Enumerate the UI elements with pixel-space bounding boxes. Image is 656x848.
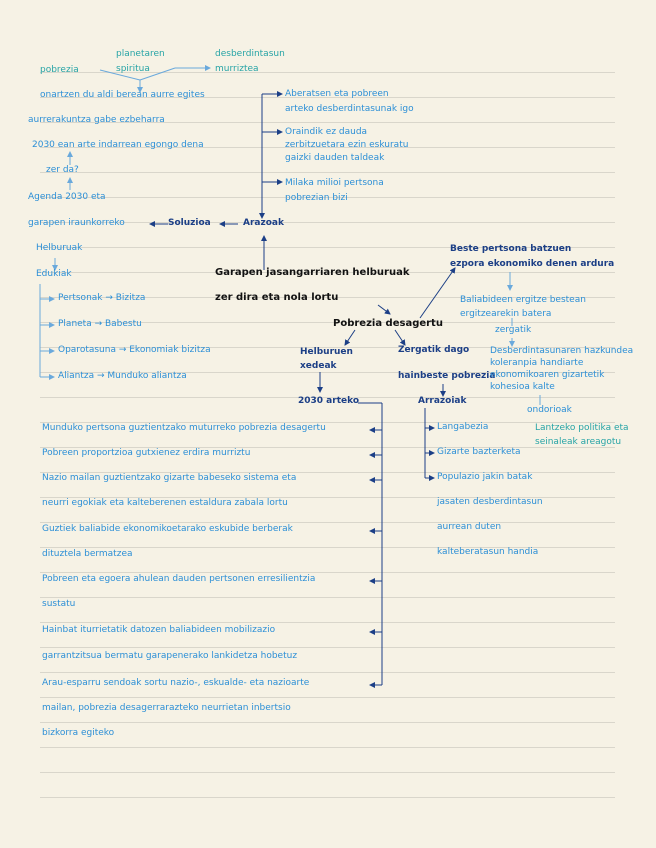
lantzeko-text: Lantzeko politika eta seinaleak areagotu — [535, 423, 629, 447]
aurrerakuntza-text: aurrerakuntza gabe ezbeharra — [28, 115, 165, 125]
xedeak-line: Hainbat iturrietatik datozen baliabideen mobilizazio — [42, 625, 276, 635]
xedeak-line: Arau-esparru sendoak sortu nazio-, eskualde- eta nazioarte — [42, 678, 310, 688]
desberdintasun-label: desberdintasun murriztea — [215, 49, 285, 74]
beste-pertsona-text: Beste pertsona batzuen ezpora ekonomiko denen ardura — [450, 244, 615, 269]
zergatik-dago-label: Zergatik dago — [398, 345, 470, 355]
baliabideen-text: Baliabideen ergitze bestean ergitzearekin batera — [460, 295, 586, 319]
xedeak-line: Nazio mailan guztientzako gizarte babeseko sistema eta — [42, 473, 297, 483]
edukiak-label: Edukiak — [36, 269, 72, 279]
main-subtitle: zer dira eta nola lortu — [215, 292, 339, 303]
xedeak-line: Pobreen eta egoera ahulean dauden pertsonen erresilientzia — [42, 574, 316, 584]
arrazoiak-item: Gizarte bazterketa — [437, 447, 521, 457]
zer-da-text: zer da? — [46, 165, 79, 175]
onartzen-text: onartzen du aldi berean aurre egites — [40, 90, 205, 100]
agenda-2030-note: 2030 ean arte indarrean egongo dena — [32, 140, 204, 150]
arazoak-item: Aberatsen eta pobreen arteko desberdintasunak igo — [285, 89, 414, 114]
hainbeste-pobrezia-label: hainbeste pobrezia — [398, 371, 496, 381]
desberdintasun-text: Desberdintasunaren hazkundea koleranpia handiarte ekonomikoaren gizartetik kohesioa kalte — [490, 346, 634, 392]
xedeak-line: neurri egokiak eta kalteberenen estaldura zabala lortu — [42, 498, 288, 508]
arazoak-label: Arazoak — [243, 218, 284, 228]
ondorioak-text: ondorioak — [527, 405, 572, 415]
xedeak-line: sustatu — [42, 599, 76, 609]
arrazoiak-item: kalteberatasun handia — [437, 547, 539, 557]
helburuak-item: Pertsonak → Bizitza — [58, 293, 146, 303]
xedeak-line: garrantzitsua bermatu garapenerako lankidetza hobetuz — [42, 651, 298, 661]
arazoak-item: Milaka milioi pertsona pobrezian bizi — [285, 178, 384, 203]
arrazoiak-item: aurrean duten — [437, 522, 502, 532]
soluzioa-label: Soluzioa — [168, 218, 211, 228]
xedeak-line: bizkorra egiteko — [42, 728, 115, 738]
helburua-2030-label: 2030 arteko — [298, 396, 360, 406]
agenda-2030-text: Agenda 2030 eta — [28, 192, 106, 202]
helburuen-xedeak-label: Helburuen xedeak — [300, 347, 353, 371]
pobrezia-desagertu-label: Pobrezia desagertu — [333, 318, 443, 329]
planetaren-spiritua-label: planetaren spiritua — [116, 49, 165, 74]
arrazoiak-item: Populazio jakin batak — [437, 472, 533, 482]
helburuak-item: Aliantza → Munduko aliantza — [58, 371, 187, 381]
zergatik-text: zergatik — [495, 325, 532, 335]
garapen-text: garapen iraunkorreko — [28, 218, 125, 228]
xedeak-line: Munduko pertsona guztientzako muturreko pobrezia desagertu — [42, 423, 326, 433]
arazoak-item: Oraindik ez dauda zerbitzuetara ezin eskuratu gaizki dauden taldeak — [285, 127, 409, 163]
helburuak-label: Helburuak — [36, 243, 83, 253]
xedeak-line: dituztela bermatzea — [42, 549, 133, 559]
helburuak-item: Planeta → Babestu — [58, 319, 142, 329]
arrazoiak-item: jasaten desberdintasun — [437, 497, 543, 507]
xedeak-line: mailan, pobrezia desagerrarazteko neurrietan inbertsio — [42, 703, 291, 713]
arrazoiak-label: Arrazoiak — [418, 396, 467, 406]
xedeak-line: Pobreen proportzioa gutxienez erdira murriztu — [42, 448, 251, 458]
main-title: Garapen jasangarriaren helburuak — [215, 267, 410, 278]
xedeak-line: Guztiek baliabide ekonomikoetarako eskubide berberak — [42, 524, 293, 534]
arrazoiak-item: Langabezia — [437, 422, 489, 432]
pobrezia-label: pobrezia — [40, 65, 79, 75]
helburuak-item: Oparotasuna → Ekonomiak bizitza — [58, 345, 211, 355]
